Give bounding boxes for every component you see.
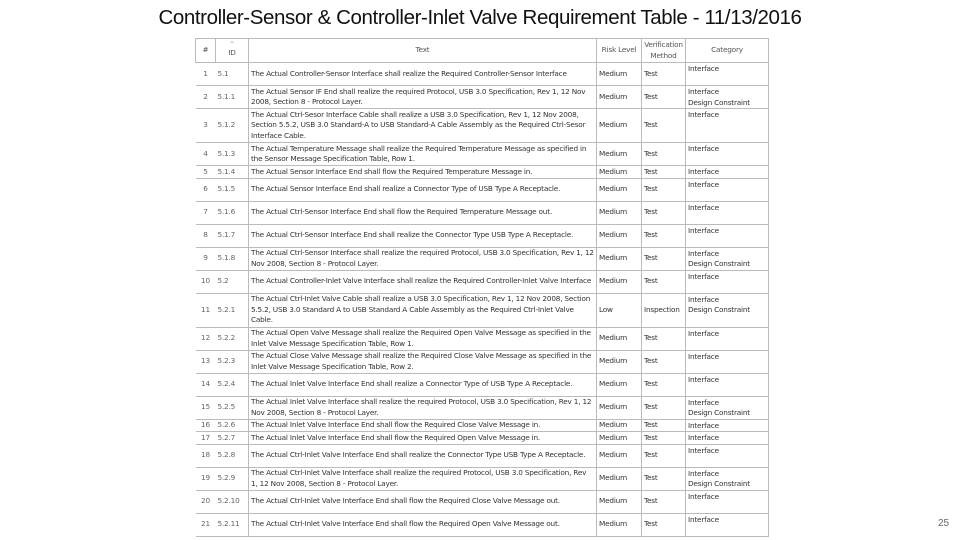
category	[686, 373, 769, 396]
verification-method: Test	[642, 373, 686, 396]
header-id[interactable]	[216, 39, 249, 63]
table-row[interactable]	[196, 247, 769, 270]
table-row[interactable]	[196, 513, 769, 536]
risk-level: Medium	[597, 247, 642, 270]
category-line: Design Constraint	[688, 479, 750, 488]
table-row[interactable]	[196, 373, 769, 396]
category	[686, 419, 769, 432]
risk-level: Low	[597, 293, 642, 327]
table-row[interactable]	[196, 166, 769, 179]
requirement-text: The Actual Ctrl-Inlet Valve Interface End shall flow the Required Open Valve Message out.	[249, 513, 597, 536]
requirement-id: 5.1.5	[216, 178, 249, 201]
risk-level: Medium	[597, 143, 642, 166]
requirement-id: 5.2.8	[216, 444, 249, 467]
verification-method: Test	[642, 396, 686, 419]
category	[686, 327, 769, 350]
category	[686, 513, 769, 536]
category-line: Interface	[688, 374, 719, 384]
table-row[interactable]	[196, 201, 769, 224]
requirement-id: 5.2.9	[216, 467, 249, 490]
risk-level: Medium	[597, 201, 642, 224]
category	[686, 201, 769, 224]
requirement-id: 5.1.1	[216, 86, 249, 109]
row-number: 11	[196, 293, 216, 327]
table-row[interactable]	[196, 327, 769, 350]
requirement-id: 5.1.8	[216, 247, 249, 270]
requirement-text: The Actual Ctrl-Inlet Valve Interface shall realize the required Protocol, USB 3.0 Specification, Rev 1, 12 Nov 2008, Section 8 - Protocol Layer.	[249, 467, 597, 490]
requirement-text: The Actual Inlet Valve Interface End shall realize a Connector Type of USB Type A Receptacle.	[249, 373, 597, 396]
row-number: 4	[196, 143, 216, 166]
risk-level: Medium	[597, 350, 642, 373]
verification-method: Test	[642, 178, 686, 201]
verification-method: Test	[642, 350, 686, 373]
category	[686, 247, 769, 270]
category-line: Interface	[688, 445, 719, 455]
row-number: 17	[196, 432, 216, 445]
category-line: Design Constraint	[688, 305, 750, 314]
sort-arrow-icon: ^	[229, 41, 235, 49]
category-line: Interface	[688, 420, 719, 430]
row-number: 13	[196, 350, 216, 373]
category	[686, 166, 769, 179]
row-number: 14	[196, 373, 216, 396]
verification-method: Test	[642, 270, 686, 293]
requirement-text: The Actual Ctrl-Inlet Valve Cable shall realize a USB 3.0 Specification, Rev 1, 12 Nov 2008, Section 5.5.2, USB 3.0 Standard A to USB Standard A Cable Assembly as the Required Ctrl-Inlet Valve Cable.	[249, 293, 597, 327]
table-row[interactable]	[196, 350, 769, 373]
requirement-id: 5.1.6	[216, 201, 249, 224]
verification-method: Test	[642, 467, 686, 490]
requirement-text: The Actual Inlet Valve Interface End shall flow the Required Open Valve Message in.	[249, 432, 597, 445]
category-line: Interface	[688, 179, 719, 189]
risk-level: Medium	[597, 86, 642, 109]
table-row[interactable]	[196, 224, 769, 247]
verification-method: Test	[642, 224, 686, 247]
verification-method: Inspection	[642, 293, 686, 327]
row-number: 9	[196, 247, 216, 270]
category	[686, 224, 769, 247]
row-number: 10	[196, 270, 216, 293]
requirement-id: 5.2.7	[216, 432, 249, 445]
requirement-id: 5.2	[216, 270, 249, 293]
requirement-text: The Actual Open Valve Message shall realize the Required Open Valve Message as specified in the Inlet Valve Message Specification Table, Row 1.	[249, 327, 597, 350]
requirement-id: 5.2.3	[216, 350, 249, 373]
requirement-id: 5.1.7	[216, 224, 249, 247]
row-number: 8	[196, 224, 216, 247]
risk-level: Medium	[597, 109, 642, 143]
requirement-id: 5.2.1	[216, 293, 249, 327]
table-row[interactable]	[196, 86, 769, 109]
verification-method: Test	[642, 419, 686, 432]
table-row[interactable]	[196, 63, 769, 86]
category-line: Interface	[688, 110, 719, 119]
table-row[interactable]	[196, 143, 769, 166]
header-num[interactable]: #	[196, 39, 216, 63]
risk-level: Medium	[597, 490, 642, 513]
risk-level: Medium	[597, 432, 642, 445]
verification-method: Test	[642, 247, 686, 270]
requirements-table	[195, 38, 769, 537]
row-number: 3	[196, 109, 216, 143]
requirement-text: The Actual Inlet Valve Interface shall realize the required Protocol, USB 3.0 Specification, Rev 1, 12 Nov 2008, Section 8 - Protocol Layer.	[249, 396, 597, 419]
risk-level: Medium	[597, 224, 642, 247]
table-header-row	[196, 39, 769, 63]
table-row[interactable]	[196, 490, 769, 513]
verification-method: Test	[642, 490, 686, 513]
slide-title: Controller-Sensor & Controller-Inlet Valve Requirement Table - 11/13/2016	[158, 6, 802, 29]
requirement-text: The Actual Controller-Inlet Valve Interface shall realize the Required Controller-Inlet Valve Interface	[249, 270, 597, 293]
verification-method: Test	[642, 109, 686, 143]
category	[686, 178, 769, 201]
risk-level: Medium	[597, 270, 642, 293]
table-row[interactable]	[196, 444, 769, 467]
category-line: Interface	[688, 64, 719, 73]
header-risk[interactable]: Risk Level	[597, 39, 642, 63]
category-line: Interface	[688, 397, 719, 407]
category-line: Interface	[688, 202, 719, 212]
header-category[interactable]: Category	[686, 39, 769, 63]
requirement-id: 5.2.5	[216, 396, 249, 419]
risk-level: Medium	[597, 178, 642, 201]
requirement-text: The Actual Sensor Interface End shall flow the Required Temperature Message in.	[249, 166, 597, 179]
category-line: Interface	[688, 144, 719, 153]
requirement-id: 5.1.2	[216, 109, 249, 143]
row-number: 16	[196, 419, 216, 432]
risk-level: Medium	[597, 513, 642, 536]
category-line: Interface	[688, 271, 719, 281]
table-row[interactable]	[196, 396, 769, 419]
risk-level: Medium	[597, 467, 642, 490]
risk-level: Medium	[597, 444, 642, 467]
requirement-id: 5.1	[216, 63, 249, 86]
verification-method: Test	[642, 444, 686, 467]
risk-level: Medium	[597, 396, 642, 419]
page-number: 25	[938, 518, 950, 529]
category-line: Interface	[688, 328, 719, 338]
requirement-text: The Actual Ctrl-Sensor Interface End shall flow the Required Temperature Message out.	[249, 201, 597, 224]
requirement-id: 5.2.4	[216, 373, 249, 396]
category-line: Interface	[688, 167, 719, 176]
requirement-id: 5.2.10	[216, 490, 249, 513]
category	[686, 444, 769, 467]
row-number: 2	[196, 86, 216, 109]
verification-method: Test	[642, 201, 686, 224]
verification-method: Test	[642, 327, 686, 350]
row-number: 5	[196, 166, 216, 179]
category	[686, 396, 769, 419]
header-id-label: ID	[228, 48, 236, 58]
category-line: Interface	[688, 468, 719, 478]
category-line: Design Constraint	[688, 408, 750, 417]
requirement-text: The Actual Temperature Message shall realize the Required Temperature Message as specified in the Sensor Message Specification Table, Row 1.	[249, 143, 597, 166]
verification-method: Test	[642, 63, 686, 86]
row-number: 7	[196, 201, 216, 224]
risk-level: Medium	[597, 166, 642, 179]
requirement-id: 5.2.6	[216, 419, 249, 432]
verification-method: Test	[642, 143, 686, 166]
category-line: Interface	[688, 491, 719, 501]
table-row[interactable]	[196, 432, 769, 445]
row-number: 12	[196, 327, 216, 350]
category	[686, 109, 769, 143]
verification-method: Test	[642, 86, 686, 109]
requirement-id: 5.1.3	[216, 143, 249, 166]
table-row[interactable]	[196, 293, 769, 327]
verification-method: Test	[642, 513, 686, 536]
header-text[interactable]: Text	[249, 39, 597, 63]
requirement-text: The Actual Ctrl-Inlet Valve Interface End shall flow the Required Close Valve Message out.	[249, 490, 597, 513]
requirement-id: 5.1.4	[216, 166, 249, 179]
category-line: Interface	[688, 433, 719, 442]
verification-method: Test	[642, 432, 686, 445]
category	[686, 143, 769, 166]
requirement-text: The Actual Sensor IF End shall realize the required Protocol, USB 3.0 Specification, Rev 1, 12 Nov 2008, Section 8 - Protocol Layer.	[249, 86, 597, 109]
table-row[interactable]	[196, 109, 769, 143]
risk-level: Medium	[597, 63, 642, 86]
requirement-id: 5.2.11	[216, 513, 249, 536]
header-verification[interactable]: Verification Method	[642, 39, 686, 63]
requirement-text: The Actual Sensor Interface End shall realize a Connector Type of USB Type A Receptacle.	[249, 178, 597, 201]
row-number: 19	[196, 467, 216, 490]
requirement-text: The Actual Ctrl-Sensor Interface End shall realize the Connector Type USB Type A Receptacle.	[249, 224, 597, 247]
category	[686, 467, 769, 490]
category-line: Design Constraint	[688, 259, 750, 268]
row-number: 21	[196, 513, 216, 536]
category-line: Interface	[688, 514, 719, 524]
requirement-text: The Actual Inlet Valve Interface End shall flow the Required Close Valve Message in.	[249, 419, 597, 432]
table-row[interactable]	[196, 178, 769, 201]
category-line: Interface	[688, 351, 719, 361]
category-line: Interface	[688, 225, 719, 235]
requirement-text: The Actual Ctrl-Sesor Interface Cable shall realize a USB 3.0 Specification, Rev 1, 12 Nov 2008, Section 5.5.2, USB 3.0 Standard-A to USB Standard-A Cable Assembly as the Required Ctrl-Sesor Interface Cable.	[249, 109, 597, 143]
category	[686, 350, 769, 373]
row-number: 6	[196, 178, 216, 201]
table-row[interactable]	[196, 270, 769, 293]
table-row[interactable]	[196, 419, 769, 432]
category	[686, 490, 769, 513]
requirement-id: 5.2.2	[216, 327, 249, 350]
table-row[interactable]	[196, 467, 769, 490]
row-number: 1	[196, 63, 216, 86]
category	[686, 86, 769, 109]
requirement-text: The Actual Ctrl-Sensor Interface shall realize the required Protocol, USB 3.0 Specification, Rev 1, 12 Nov 2008, Section 8 - Protocol Layer.	[249, 247, 597, 270]
risk-level: Medium	[597, 419, 642, 432]
category-line: Interface	[688, 248, 719, 258]
category	[686, 293, 769, 327]
category-line: Interface	[688, 294, 719, 304]
category-line: Interface	[688, 87, 719, 96]
category-line: Design Constraint	[688, 97, 750, 107]
row-number: 15	[196, 396, 216, 419]
category	[686, 432, 769, 445]
verification-method: Test	[642, 166, 686, 179]
risk-level: Medium	[597, 327, 642, 350]
requirement-text: The Actual Close Valve Message shall realize the Required Close Valve Message as specified in the Inlet Valve Message Specification Table, Row 2.	[249, 350, 597, 373]
row-number: 18	[196, 444, 216, 467]
category	[686, 270, 769, 293]
requirement-text: The Actual Controller-Sensor Interface shall realize the Required Controller-Sensor Interface	[249, 63, 597, 86]
category	[686, 63, 769, 86]
risk-level: Medium	[597, 373, 642, 396]
requirement-text: The Actual Ctrl-Inlet Valve Interface End shall realize the Connector Type USB Type A Receptacle.	[249, 444, 597, 467]
row-number: 20	[196, 490, 216, 513]
